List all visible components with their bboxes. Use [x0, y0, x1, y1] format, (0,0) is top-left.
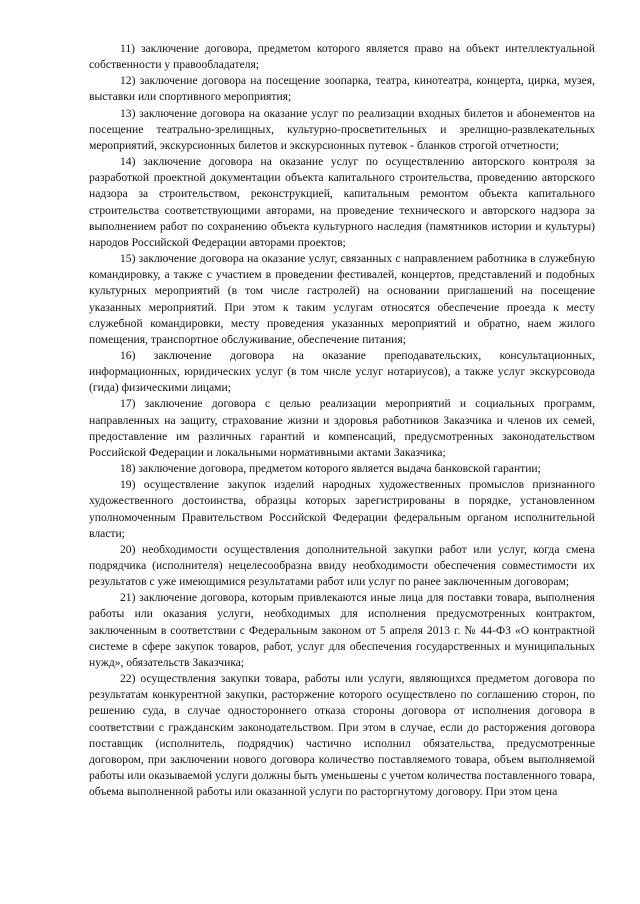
list-item-16: 16) заключение договора на оказание преподавательских, консультационных, информационных, юридических услуг (в том числе услуг нотариусов), а также услуг экскурсовода (гида) физическими лицами;: [89, 348, 595, 395]
list-item-14: 14) заключение договора на оказание услуг по осуществлению авторского контроля за разработкой проектной документации объекта капитального строительства, проведению авторского надзора за строительством, реконструкцией, капитальным ремонтом объекта капитального строительства соответствующими авторами, на проведение технического и авторского надзора за выполнением работ по сохранению объекта культурного наследия (памятников истории и культуры) народов Российской Федерации авторами проектов;: [89, 155, 595, 249]
list-item-21: 21) заключение договора, которым привлекаются иные лица для поставки товара, выполнения работы или оказания услуги, необходимых для исполнения предусмотренных контрактом, заключенным в соответствии с Федеральным законом от 5 апреля 2013 г. № 44-ФЗ «О контрактной системе в сфере закупок товаров, работ, услуг для обеспечения государственных и муниципальных нужд», обязательств Заказчика;: [89, 591, 595, 669]
list-item-22: 22) осуществления закупки товара, работы или услуги, являющихся предметом договора по результатам конкурентной закупки, расторжение которого осуществлено по соглашению сторон, по решению суда, в случае одностороннего отказа стороны договора от исполнения договора в соответствии с гражданским законодательством. При этом в случае, если до расторжения договора поставщик (исполнитель, подрядчик) частично исполнил обязательства, предусмотренные договором, при заключении нового договора количество поставляемого товара, объем выполняемой работы или оказываемой услуги должны быть уменьшены с учетом количества поставленного товара, объема выполненной работы или оказанной услуги по расторгнутому договору. При этом цена: [89, 672, 595, 799]
list-item-17: 17) заключение договора с целью реализации мероприятий и социальных программ, направленных на защиту, страхование жизни и здоровья работников Заказчика и членов их семей, предоставление им различных гарантий и компенсаций, предусмотренных законодательством Российской Федерации и локальными нормативными актами Заказчика;: [89, 397, 595, 459]
list-item-20: 20) необходимости осуществления дополнительной закупки работ или услуг, когда смена подрядчика (исполнителя) нецелесообразна ввиду необходимости обеспечения совместимости их результатов с уже имеющимися результатами работ или услуг по ранее заключенным договорам;: [89, 542, 595, 589]
document-page: [89, 41, 595, 800]
list-item-15: 15) заключение договора на оказание услуг, связанных с направлением работника в служебную командировку, а также с участием в проведении фестивалей, концертов, представлений и подобных культурных мероприятий (в том числе гастролей) на основании приглашений на посещение указанных мероприятий. При этом к таким услугам относятся обеспечение проезда к месту служебной командировки, месту проведения указанных мероприятий и обратно, наем жилого помещения, транспортное обслуживание, обеспечение питания;: [89, 252, 595, 346]
list-item-12: 12) заключение договора на посещение зоопарка, театра, кинотеатра, концерта, цирка, музея, выставки или спортивного мероприятия;: [89, 74, 595, 104]
list-item-19: 19) осуществление закупок изделий народных художественных промыслов признанного художественного достоинства, образцы которых зарегистрированы в порядке, установленном уполномоченным Правительством Российской Федерации федеральным органом исполнительной власти;: [89, 478, 595, 540]
list-item-11: 11) заключение договора, предметом которого является право на объект интеллектуальной собственности у правообладателя;: [89, 42, 595, 72]
list-item-13: 13) заключение договора на оказание услуг по реализации входных билетов и абонементов на посещение театрально-зрелищных, культурно-просветительных и зрелищно-развлекательных мероприятий, экскурсионных билетов и экскурсионных путевок - бланков строгой отчетности;: [89, 106, 595, 152]
list-item-18: 18) заключение договора, предметом которого является выдача банковской гарантии;: [120, 462, 541, 476]
